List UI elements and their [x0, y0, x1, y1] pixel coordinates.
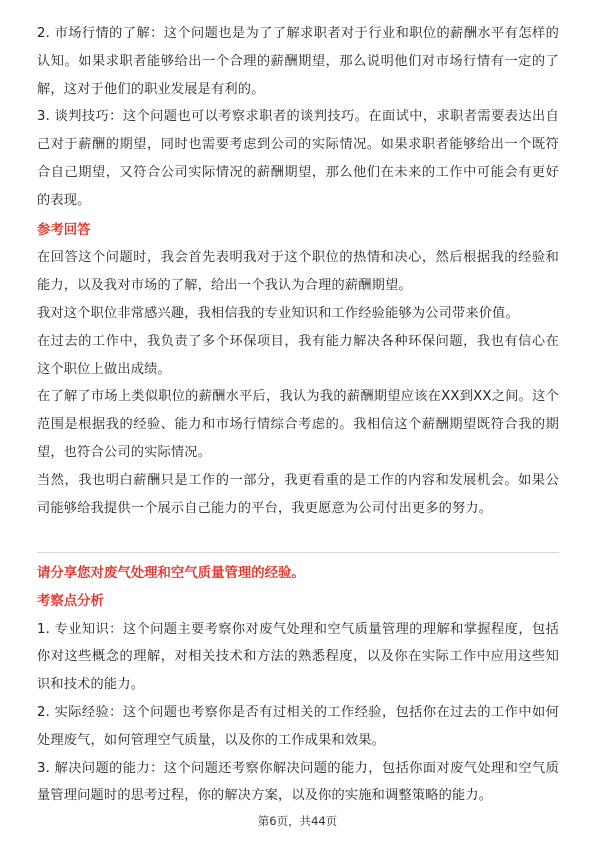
- analysis-heading: 考察点分析: [37, 593, 104, 609]
- analysis-item-problem-solving: 3. 解决问题的能力：这个问题还考察你解决问题的能力，包括你面对废气处理和空气质量管理问题时的思考过程，你的解决方案，以及你的实施和调整策略的能力。: [37, 760, 559, 804]
- analysis-item-practical-experience: 2. 实际经验：这个问题也考察你是否有过相关的工作经验，包括你在过去的工作中如何处理废气，如何管理空气质量，以及你的工作成果和效果。: [37, 704, 559, 748]
- section-salary-expectation: [37, 20, 559, 522]
- answer-paragraph: 我对这个职位非常感兴趣，我相信我的专业知识和工作经验能够为公司带来价值。: [37, 305, 519, 321]
- analysis-item-professional-knowledge: 1. 专业知识：这个问题主要考察你对废气处理和空气质量管理的理解和掌握程度，包括你对这些概念的理解，对相关技术和方法的熟悉程度，以及你在实际工作中应用这些知识和技术的能力。: [37, 621, 559, 693]
- analysis-item-market-understanding: 2. 市场行情的了解：这个问题也是为了了解求职者对于行业和职位的薪酬水平有怎样的认知。如果求职者能够给出一个合理的薪酬期望，那么说明他们对市场行情有一定的了解，这对于他们的职业发展是有利的。: [37, 26, 559, 97]
- answer-paragraph: 在回答这个问题时，我会首先表明我对于这个职位的热情和决心，然后根据我的经验和能力，以及我对市场的了解，给出一个我认为合理的薪酬期望。: [37, 250, 559, 294]
- answer-heading: 参考回答: [37, 222, 91, 238]
- answer-paragraph: 在了解了市场上类似职位的薪酬水平后，我认为我的薪酬期望应该在XX到XX之间。这个范围是根据我的经验、能力和市场行情综合考虑的。我相信这个薪酬期望既符合我的期望，也符合公司的实际情况。: [37, 389, 559, 460]
- analysis-item-negotiation-skills: 3. 谈判技巧：这个问题也可以考察求职者的谈判技巧。在面试中，求职者需要表达出自己对于薪酬的期望，同时也需要考虑到公司的实际情况。如果求职者能够给出一个既符合自己期望，又符合公司实际情况的薪酬期望，那么他们在未来的工作中可能会有更好的表现。: [37, 109, 559, 208]
- question-title: 请分享您对废气处理和空气质量管理的经验。: [37, 566, 305, 581]
- section-divider: [37, 552, 559, 553]
- section-waste-gas-question: [37, 560, 559, 810]
- page-number: 第6页，共44页: [257, 814, 338, 828]
- answer-paragraph: 当然，我也明白薪酬只是工作的一部分，我更看重的是工作的内容和发展机会。如果公司能够给我提供一个展示自己能力的平台，我更愿意为公司付出更多的努力。: [37, 472, 559, 516]
- answer-paragraph: 在过去的工作中，我负责了多个环保项目，我有能力解决各种环保问题，我也有信心在这个职位上做出成绩。: [37, 333, 559, 377]
